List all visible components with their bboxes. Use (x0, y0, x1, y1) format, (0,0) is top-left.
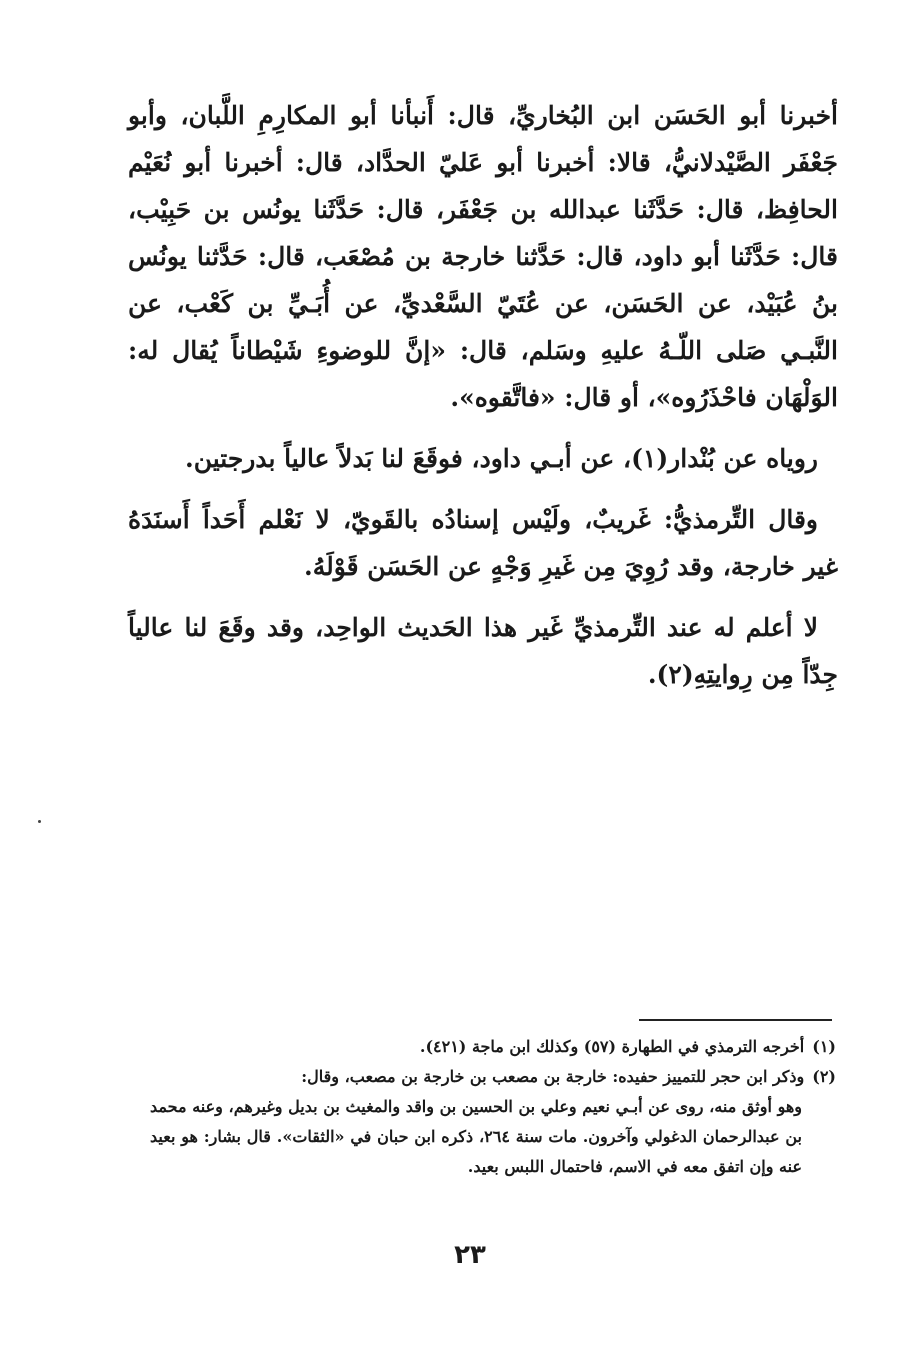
footnote-number: (١) (812, 1037, 836, 1056)
page-number: ٢٣ (454, 1240, 486, 1270)
paragraph-closing-remark: لا أعلم له عند التِّرمذيِّ غَير هذا الحَديث الواحِد، وقد وقَعَ لنا عالياً جِدّاً مِن رِوايتِهِ(٢). (128, 613, 838, 689)
footnote-divider (639, 1019, 832, 1021)
paragraph-hadith-isnad: أخبرنا أبو الحَسَن ابن البُخاريِّ، قال: أَنبأنا أبو المكارِمِ اللَّبان، وأبو جَعْفَر الصَّيْدلانيُّ، قالا: أخبرنا أبو عَليّ الحدَّاد، قال: أخبرنا أبو نُعَيْم الحافِظ، قال: حَدَّثَنا عبدالله بن جَعْفَر، قال: حَدَّثَنا يونُس بن حَبِيْب، قال: حَدَّثَنا أبو داود، قال: حَدَّثنا خارجة بن مُصْعَب، قال: حَدَّثنا يونُس بنُ عُبَيْد، عن الحَسَن، عن عُتَيّ السَّعْديِّ، عن أُبَـيِّ بن كَعْب، عن النَّبـي صَلى اللّـهُ عليهِ وسَلم، قال: «إنَّ للوضوءِ شَيْطاناً يُقال له: الوَلْهَان فاحْذَرُوه»، أو قال: «فاتَّقوه». (128, 101, 838, 412)
footnote-number: (٢) (812, 1067, 836, 1086)
paragraph-narration-note: روياه عن بُنْدار(١)، عن أبـي داود، فوقَعَ لنا بَدلاً عالياً بدرجتين. (185, 444, 818, 473)
main-text (128, 92, 838, 712)
footnote-text: أخرجه الترمذي في الطهارة (٥٧) وكذلك ابن ماجة (٤٢١). (419, 1037, 805, 1056)
footnote-1 (150, 1032, 836, 1062)
paragraph-tirmidhi-comment: وقال التِّرمذيُّ: غَريبٌ، ولَيْس إسنادُه بالقَويّ، لا نَعْلم أَحَداً أَسنَدَهُ غير خارجة، وقد رُوِيَ مِن غَيرِ وَجْهٍ عن الحَسَن قَوْلَهُ. (128, 505, 838, 581)
footnotes (150, 1032, 836, 1182)
footnote-2 (150, 1062, 836, 1092)
footnote-text: وذكر ابن حجر للتمييز حفيده: خارجة بن مصعب بن خارجة بن مصعب، وقال: (301, 1067, 805, 1086)
scan-speck (38, 820, 41, 823)
footnote-2-continuation: وهو أوثق منه، روى عن أبـي نعيم وعلي بن الحسين بن واقد والمغيث بن بديل وغيرهم، وعنه محمد بن عبدالرحمان الدغولي وآخرون. مات سنة ٢٦٤، ذكره ابن حبان في «الثقات». قال بشار: هو بعيد عنه وإن اتفق معه في الاسم، فاحتمال اللبس بعيد. (150, 1097, 803, 1176)
